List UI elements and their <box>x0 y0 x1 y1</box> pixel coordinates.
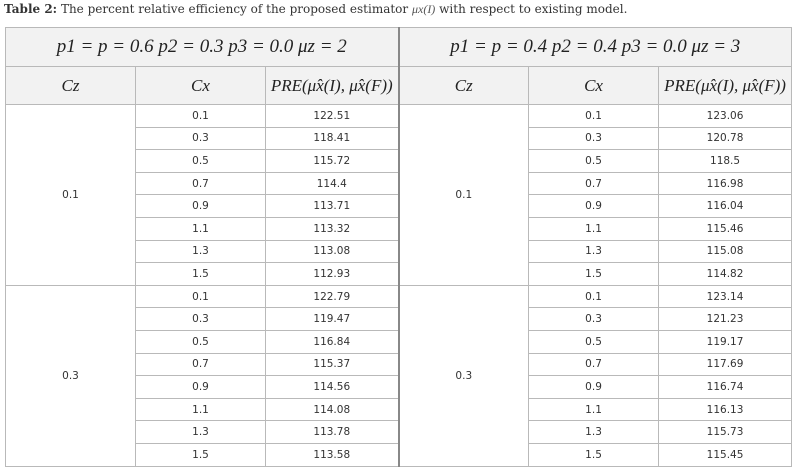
cx-right-cell: 1.3 <box>529 240 659 263</box>
cx-right-cell: 1.5 <box>529 443 659 466</box>
caption-text: The percent relative efficiency of the proposed estimator <box>60 2 409 16</box>
header-pre-left: PRE(μ̂x(I), μ̂x(F)) <box>266 67 399 105</box>
cx-right-cell: 1.1 <box>529 217 659 240</box>
header-cz-right: Cz <box>399 67 529 105</box>
cx-right-cell: 1.5 <box>529 263 659 286</box>
pre-left-cell: 114.56 <box>266 376 399 399</box>
pre-left-cell: 113.08 <box>266 240 399 263</box>
caption-symbol: μx(I) <box>411 2 436 16</box>
cx-right-cell: 0.7 <box>529 353 659 376</box>
cx-left-cell: 0.1 <box>136 285 266 308</box>
pre-right-cell: 123.06 <box>659 105 792 128</box>
header-pre-right: PRE(μ̂x(I), μ̂x(F)) <box>659 67 792 105</box>
pre-left-cell: 113.32 <box>266 217 399 240</box>
cx-right-cell: 0.9 <box>529 376 659 399</box>
header-row <box>6 67 792 105</box>
cx-left-cell: 0.7 <box>136 172 266 195</box>
pre-right-cell: 119.17 <box>659 330 792 353</box>
caption-label: Table 2: <box>4 2 58 16</box>
cx-left-cell: 1.5 <box>136 443 266 466</box>
pre-right-cell: 116.04 <box>659 195 792 218</box>
cx-left-cell: 1.1 <box>136 398 266 421</box>
cx-right-cell: 0.5 <box>529 150 659 173</box>
cz-left-cell: 0.1 <box>6 105 136 286</box>
pre-left-cell: 113.71 <box>266 195 399 218</box>
pre-left-cell: 116.84 <box>266 330 399 353</box>
pre-left-cell: 112.93 <box>266 263 399 286</box>
params-left: p1 = p = 0.6 p2 = 0.3 p3 = 0.0 μz = 2 <box>6 28 399 67</box>
pre-left-cell: 118.41 <box>266 127 399 150</box>
header-cx-left: Cx <box>136 67 266 105</box>
cx-right-cell: 0.7 <box>529 172 659 195</box>
parameter-row <box>6 28 792 67</box>
pre-left-cell: 122.51 <box>266 105 399 128</box>
pre-right-cell: 115.46 <box>659 217 792 240</box>
table-row <box>6 105 792 128</box>
pre-left-cell: 114.4 <box>266 172 399 195</box>
pre-left-cell: 119.47 <box>266 308 399 331</box>
cx-left-cell: 0.3 <box>136 127 266 150</box>
table-row <box>6 285 792 308</box>
pre-left-cell: 122.79 <box>266 285 399 308</box>
caption-tail: with respect to existing model. <box>439 2 628 16</box>
pre-right-cell: 115.08 <box>659 240 792 263</box>
pre-right-cell: 116.13 <box>659 398 792 421</box>
cx-left-cell: 1.3 <box>136 240 266 263</box>
pre-left-cell: 113.78 <box>266 421 399 444</box>
pre-right-cell: 123.14 <box>659 285 792 308</box>
cx-left-cell: 0.5 <box>136 330 266 353</box>
pre-right-cell: 116.74 <box>659 376 792 399</box>
cx-right-cell: 1.3 <box>529 421 659 444</box>
efficiency-table <box>5 27 792 467</box>
pre-left-cell: 114.08 <box>266 398 399 421</box>
cx-right-cell: 0.3 <box>529 308 659 331</box>
cx-left-cell: 1.1 <box>136 217 266 240</box>
cx-left-cell: 0.3 <box>136 308 266 331</box>
cx-right-cell: 0.9 <box>529 195 659 218</box>
cx-right-cell: 0.1 <box>529 105 659 128</box>
pre-left-cell: 115.37 <box>266 353 399 376</box>
params-right: p1 = p = 0.4 p2 = 0.4 p3 = 0.0 μz = 3 <box>399 28 792 67</box>
pre-right-cell: 118.5 <box>659 150 792 173</box>
pre-right-cell: 115.73 <box>659 421 792 444</box>
pre-right-cell: 120.78 <box>659 127 792 150</box>
cx-left-cell: 1.3 <box>136 421 266 444</box>
pre-left-cell: 113.58 <box>266 443 399 466</box>
cz-left-cell: 0.3 <box>6 285 136 466</box>
cx-left-cell: 0.7 <box>136 353 266 376</box>
cx-left-cell: 0.9 <box>136 195 266 218</box>
pre-left-cell: 115.72 <box>266 150 399 173</box>
cx-left-cell: 0.5 <box>136 150 266 173</box>
cx-left-cell: 1.5 <box>136 263 266 286</box>
pre-right-cell: 117.69 <box>659 353 792 376</box>
cx-right-cell: 0.1 <box>529 285 659 308</box>
pre-right-cell: 115.45 <box>659 443 792 466</box>
pre-right-cell: 114.82 <box>659 263 792 286</box>
cx-right-cell: 0.3 <box>529 127 659 150</box>
cz-right-cell: 0.3 <box>399 285 529 466</box>
cx-right-cell: 0.5 <box>529 330 659 353</box>
cz-right-cell: 0.1 <box>399 105 529 286</box>
header-cz-left: Cz <box>6 67 136 105</box>
cx-left-cell: 0.1 <box>136 105 266 128</box>
cx-left-cell: 0.9 <box>136 376 266 399</box>
cx-right-cell: 1.1 <box>529 398 659 421</box>
table-caption <box>4 2 627 17</box>
header-cx-right: Cx <box>529 67 659 105</box>
pre-right-cell: 121.23 <box>659 308 792 331</box>
pre-right-cell: 116.98 <box>659 172 792 195</box>
